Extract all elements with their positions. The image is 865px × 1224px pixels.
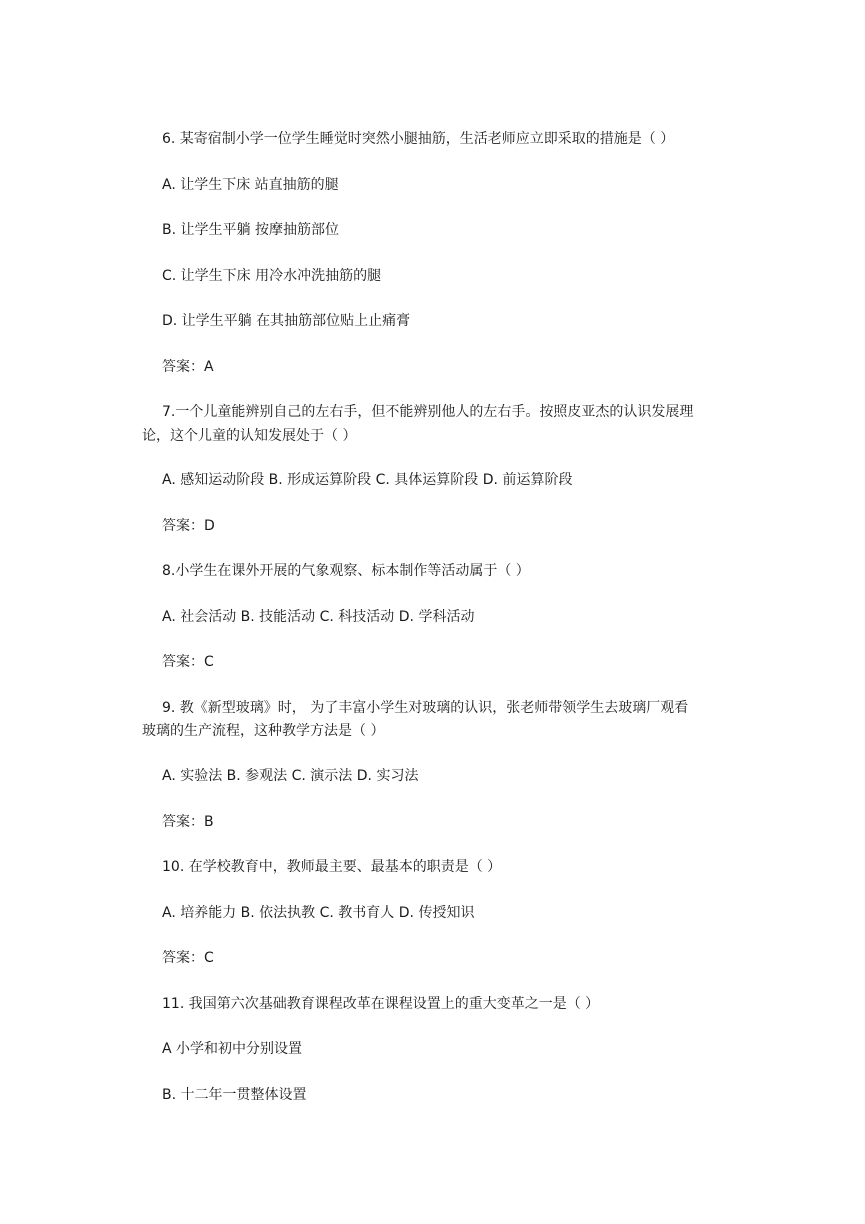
question-6-option-a: A. 让学生下床 站直抽筋的腿 bbox=[162, 177, 339, 193]
question-6-answer: 答案：A bbox=[162, 359, 214, 375]
question-8-options: A. 社会活动 B. 技能活动 C. 科技活动 D. 学科活动 bbox=[162, 609, 475, 625]
question-6-option-d: D. 让学生平躺 在其抽筋部位贴上止痛膏 bbox=[162, 313, 411, 329]
question-9-stem-line2: 玻璃的生产流程，这种教学方法是（ ） bbox=[142, 723, 385, 739]
question-9-answer: 答案：B bbox=[162, 814, 214, 830]
question-7-answer: 答案：D bbox=[162, 518, 215, 534]
question-7-stem-line1: 7.一个儿童能辨别自己的左右手，但不能辨别他人的左右手。按照皮亚杰的认识发展理 bbox=[162, 404, 694, 420]
question-6-option-b: B. 让学生平躺 按摩抽筋部位 bbox=[162, 222, 339, 238]
question-7-stem-line2: 论，这个儿童的认知发展处于（ ） bbox=[142, 428, 357, 444]
question-7-options: A. 感知运动阶段 B. 形成运算阶段 C. 具体运算阶段 D. 前运算阶段 bbox=[162, 472, 573, 488]
question-10-answer: 答案：C bbox=[162, 950, 214, 966]
question-9-stem-line1: 9. 教《新型玻璃》时， 为了丰富小学生对玻璃的认识，张老师带领学生去玻璃厂观看 bbox=[162, 700, 689, 716]
question-10-stem: 10. 在学校教育中，教师最主要、最基本的职责是（ ） bbox=[162, 859, 502, 875]
question-8-stem: 8.小学生在课外开展的气象观察、标本制作等活动属于（ ） bbox=[162, 563, 530, 579]
question-11-option-a: A 小学和初中分别设置 bbox=[162, 1041, 303, 1057]
question-11-option-b: B. 十二年一贯整体设置 bbox=[162, 1087, 307, 1103]
question-6-option-c: C. 让学生下床 用冷水冲洗抽筋的腿 bbox=[162, 268, 382, 284]
question-8-answer: 答案：C bbox=[162, 654, 214, 670]
question-6-stem: 6. 某寄宿制小学一位学生睡觉时突然小腿抽筋，生活老师应立即采取的措施是（ ） bbox=[162, 131, 675, 147]
question-11-stem: 11. 我国第六次基础教育课程改革在课程设置上的重大变革之一是（ ） bbox=[162, 996, 600, 1012]
question-10-options: A. 培养能力 B. 依法执教 C. 教书育人 D. 传授知识 bbox=[162, 905, 475, 921]
question-9-options: A. 实验法 B. 参观法 C. 演示法 D. 实习法 bbox=[162, 768, 419, 784]
